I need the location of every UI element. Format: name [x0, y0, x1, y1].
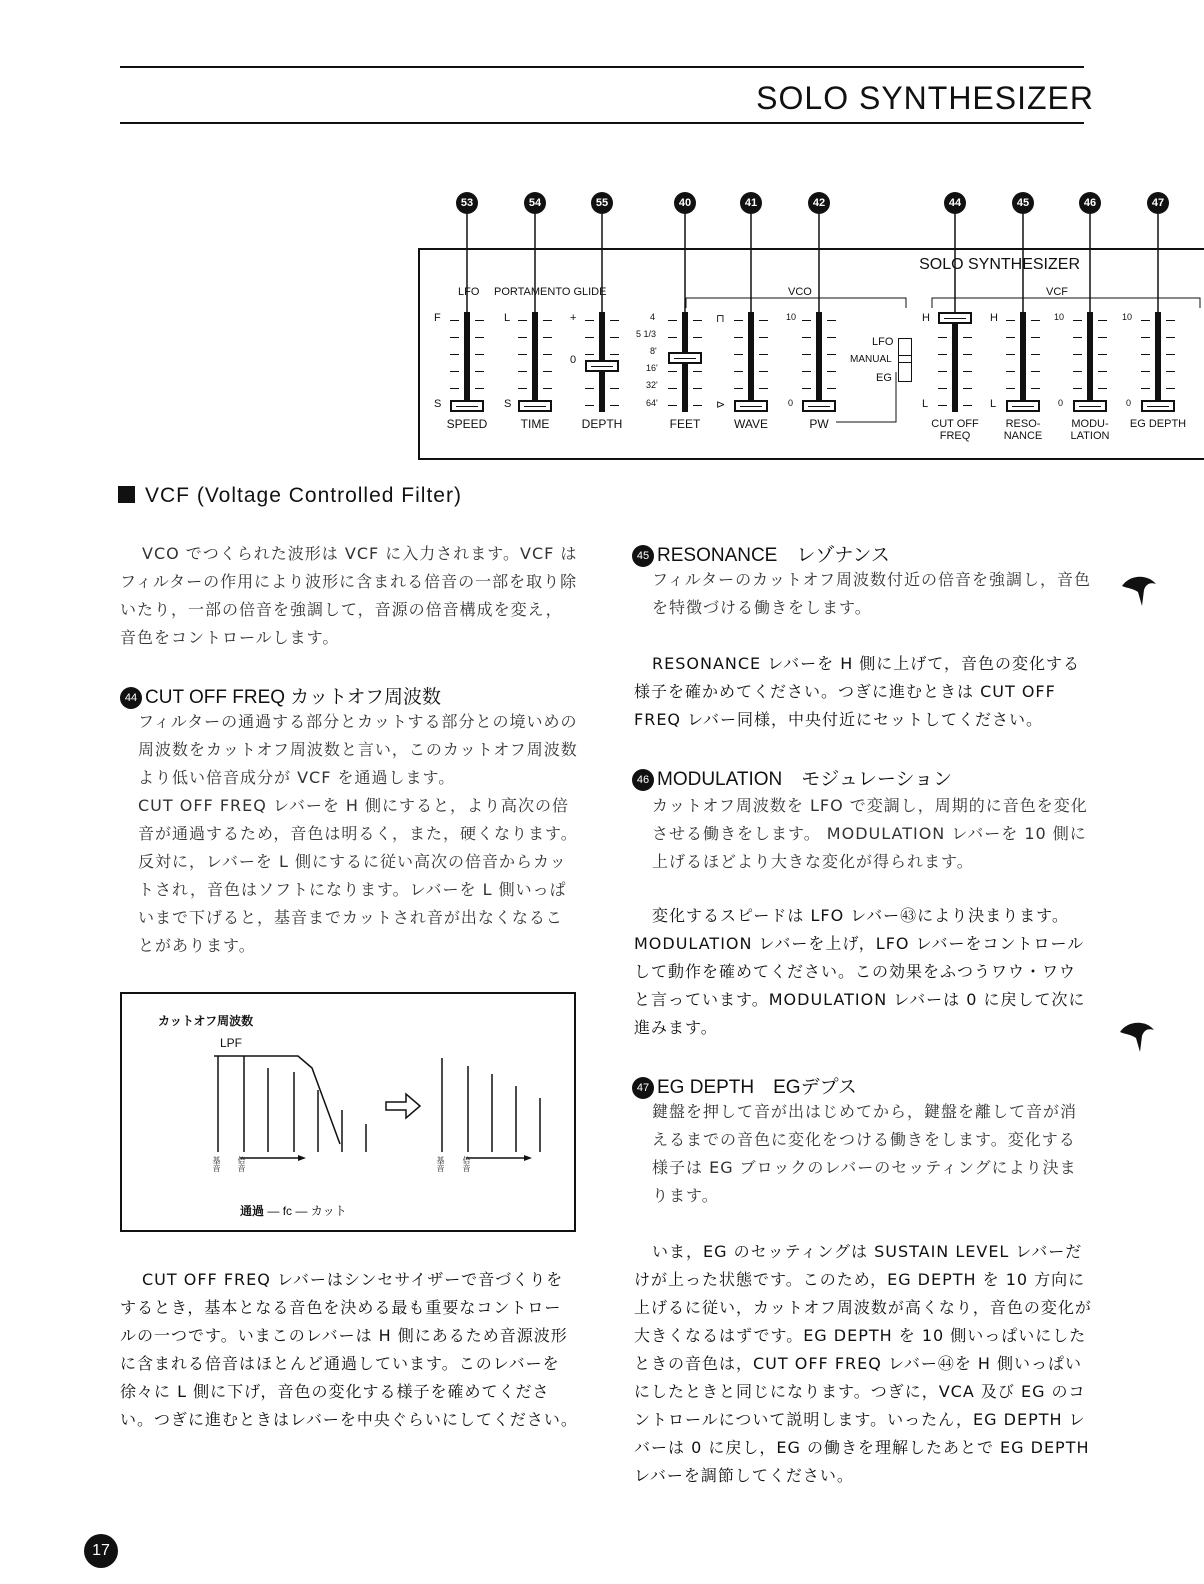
pw-0-label: 0 [788, 398, 794, 408]
slider-tick [734, 354, 743, 355]
slider-tick [1031, 354, 1040, 355]
slider-tick [759, 320, 768, 321]
slider-tick [1073, 320, 1082, 321]
cutoff-paragraph-1: フィルターの通過する部分とカットする部分との境いめの周波数をカットオフ周波数と言い，このカットオフ周波数より低い倍音成分が VCF を通過します。 [138, 712, 578, 787]
marker-44: 44 [944, 192, 966, 214]
slider-knob[interactable] [938, 312, 972, 324]
harmonic-label-2: 倍音 [462, 1156, 471, 1172]
feet-32-label: 32' [646, 380, 658, 390]
section-heading [118, 484, 462, 508]
vco-group-label: VCO [788, 286, 812, 298]
slider-tick [668, 337, 677, 338]
slider-tick [759, 388, 768, 389]
marker-47: 47 [1147, 192, 1169, 214]
resonance-label: RESO- NANCE [1003, 418, 1043, 442]
slider-tick [450, 337, 459, 338]
resonance-l-label: L [990, 398, 997, 410]
slider-tick [518, 388, 527, 389]
slider-tick [734, 320, 743, 321]
slider-tick [1031, 371, 1040, 372]
slider-tick [543, 371, 552, 372]
slider-tick [827, 320, 836, 321]
eg-depth-label: EG DEPTH [1129, 418, 1187, 430]
cutoff-bottom-paragraph: CUT OFF FREQ レバーはシンセサイザーで音づくりをするとき，基本となる音色を決める最も重要なコントロールの一つです。いまこのレバーは H 側にあるため音源波形に含まれる倍音はほとんど通過しています。このレバーを徐々に L 側に下げ，音色の変化する様子を確めてください。つぎに進むときはレバーを中央ぐらいにしてください。 [120, 1270, 578, 1429]
cutoff-freq-label: CUT OFF FREQ [931, 418, 979, 442]
marker-45: 45 [1012, 192, 1034, 214]
slider-tick [1166, 388, 1175, 389]
lpf-curve [214, 1056, 340, 1144]
caption-pass: 通過 [240, 1204, 265, 1218]
egdepth-paragraph-1: 鍵盤を押して音が出はじめてから，鍵盤を離して音が消えるまでの音色に変化をつける働きをします。変化する様子は EG ブロックのレバーのセッティングにより決まります。 [652, 1102, 1078, 1205]
slider-tick [802, 371, 811, 372]
bird-mark-icon [1120, 572, 1160, 608]
slider-tick [759, 371, 768, 372]
slider-tick [1073, 354, 1082, 355]
slider-tick [802, 337, 811, 338]
lfo-group-label: LFO [458, 286, 480, 298]
slider-tick [693, 388, 702, 389]
marker-53: 53 [456, 192, 478, 214]
resonance-paragraph-1: フィルターのカットオフ周波数付近の倍音を強調し，音色を特徴づける働きをします。 [652, 570, 1091, 617]
resonance-slider[interactable] [1003, 312, 1043, 412]
switch-lfo-label: LFO [872, 336, 894, 348]
pw-slider[interactable] [799, 312, 839, 412]
wave-saw-label: ⊳ [716, 399, 726, 411]
caption-fc: fc [282, 1204, 293, 1218]
slider-tick [585, 320, 594, 321]
wave-label: WAVE [733, 417, 768, 431]
slider-tick [543, 320, 552, 321]
slider-knob[interactable] [1141, 400, 1175, 412]
slider-tick [543, 388, 552, 389]
modulation-10-label: 10 [1054, 312, 1065, 322]
vcf-intro: VCO でつくられた波形は VCF に入力されます。VCF はフィルターの作用により波形に含まれる倍音の一部を取り除いたり，一部の倍音を強調して，音源の倍音構成を変え，音色をコントロールします。 [120, 544, 578, 647]
panel-title: SOLO SYNTHESIZER [919, 256, 1080, 273]
slider-tick [1006, 371, 1015, 372]
slider-tick [1006, 320, 1015, 321]
slider-tick [1006, 337, 1015, 338]
slider-tick [1141, 337, 1150, 338]
speed-slider[interactable] [447, 312, 487, 412]
slider-tick [450, 371, 459, 372]
title-underline [120, 122, 1084, 124]
slider-tick [1031, 337, 1040, 338]
time-slider[interactable] [515, 312, 555, 412]
modulation-paragraph-2: 変化するスピードは LFO レバー㊸により決まります。MODULATION レバーを上げ，LFO レバーをコントロールして動作を確めてください。この効果をふつうワウ・ワウと言っています。MODULATION レバーは 0 に戻して次に進みます。 [634, 906, 1086, 1037]
cutoff-heading [120, 682, 441, 709]
slider-tick [963, 405, 972, 406]
resonance-h-label: H [990, 312, 998, 324]
slider-tick [518, 320, 527, 321]
slider-tick [585, 337, 594, 338]
slider-tick [610, 388, 619, 389]
marker-55: 55 [591, 192, 613, 214]
slider-tick [450, 320, 459, 321]
depth-plus-label: + [570, 312, 577, 324]
slider-track [1020, 312, 1026, 412]
top-rule [120, 66, 1084, 68]
caption-cut: カット [310, 1204, 347, 1218]
slider-tick [610, 354, 619, 355]
slider-tick [1141, 320, 1150, 321]
slider-tick [1006, 388, 1015, 389]
slider-track [1155, 312, 1161, 412]
slider-tick [668, 405, 677, 406]
feet-slider[interactable] [665, 312, 705, 412]
switch-eg-label: EG [876, 372, 892, 384]
slider-tick [475, 388, 484, 389]
slider-tick [1098, 320, 1107, 321]
slider-tick [610, 320, 619, 321]
slider-tick [1031, 388, 1040, 389]
slider-tick [938, 337, 947, 338]
slider-tick [802, 354, 811, 355]
speed-label: SPEED [446, 417, 488, 431]
harmonic-label-1: 倍音 [237, 1156, 246, 1172]
slider-tick [1166, 371, 1175, 372]
slider-tick [585, 354, 594, 355]
wave-square-label: ⊓ [716, 313, 725, 325]
arrow-right-small-icon: ― [295, 1204, 308, 1218]
fundamental-label-1: 基音 [212, 1156, 221, 1172]
slider-tick [963, 337, 972, 338]
egdepth-paragraph-2: いま，EG のセッティングは SUSTAIN LEVEL レバーだけが上った状態です。このため，EG DEPTH を 10 方向に上げるに従い，カットオフ周波数が高くなり，音色の変化が大きくなるはずです。EG DEPTH を 10 側いっぱいにしたときの音色は，CUT OFF FREQ レバー㊹を H 側いっぱいにしたときと同じになります。つぎに，VCA 及び EG のコントロールについて説明します。いったん，EG DEPTH レバーは 0 に戻し，EG の働きを理解したあとで EG DEPTH レバーを調節してください。 [634, 1242, 1092, 1485]
slider-tick [518, 354, 527, 355]
modulation-slider[interactable] [1070, 312, 1110, 412]
speed-s-label: S [434, 398, 442, 410]
slider-tick [827, 337, 836, 338]
depth-zero-label: 0 [570, 354, 577, 366]
marker-54: 54 [524, 192, 546, 214]
feet-513-label: 5 1/3 [636, 329, 657, 339]
depth-label: DEPTH [581, 417, 623, 431]
depth-slider[interactable] [582, 312, 622, 412]
slider-tick [827, 388, 836, 389]
time-s-label: S [504, 398, 512, 410]
slider-knob[interactable] [450, 400, 484, 412]
feet-label: FEET [669, 417, 701, 431]
slider-tick [668, 371, 677, 372]
feet-8-label: 8' [650, 346, 657, 356]
slider-tick [1098, 371, 1107, 372]
modulation-paragraph-1: カットオフ周波数を LFO で変調し，周期的に音色を変化させる働きをします。 MODULATION レバーを 10 側に上げるほどより大きな変化が得られます。 [652, 796, 1088, 871]
slider-tick [693, 337, 702, 338]
feet-4-label: 4 [650, 312, 656, 322]
page-number: 17 [84, 1534, 118, 1568]
bird-mark-icon-2 [1118, 1018, 1158, 1054]
slider-knob[interactable] [585, 360, 619, 372]
arrow-right-icon [386, 1094, 420, 1118]
slider-tick [585, 388, 594, 389]
slider-tick [1031, 320, 1040, 321]
modulation-heading-text: MODULATION モジュレーション [657, 769, 953, 790]
marker-42: 42 [808, 192, 830, 214]
slider-tick [802, 388, 811, 389]
pw-10-label: 10 [786, 312, 797, 322]
slider-tick [693, 320, 702, 321]
slider-tick [450, 354, 459, 355]
egdepth-0-label: 0 [1126, 398, 1132, 408]
resonance-num-icon: 45 [632, 545, 654, 567]
slider-tick [938, 388, 947, 389]
control-panel [418, 248, 1204, 460]
mode-switch-knob [898, 355, 912, 363]
slider-tick [827, 371, 836, 372]
slider-tick [475, 354, 484, 355]
slider-tick [693, 371, 702, 372]
cutoff-freq-slider[interactable] [935, 312, 975, 412]
slider-tick [734, 337, 743, 338]
slider-tick [668, 320, 677, 321]
egdepth-heading-text: EG DEPTH EGデプス [657, 1077, 857, 1098]
slider-tick [668, 388, 677, 389]
cutoff-l-label: L [922, 398, 929, 410]
slider-tick [543, 337, 552, 338]
slider-tick [543, 354, 552, 355]
slider-tick [1073, 388, 1082, 389]
slider-tick [734, 388, 743, 389]
resonance-paragraph-2: RESONANCE レバーを H 側に上げて，音色の変化する様子を確かめてください。つぎに進むときは CUT OFF FREQ レバー同様，中央付近にセットしてください。 [634, 654, 1080, 729]
slider-tick [759, 337, 768, 338]
slider-tick [693, 405, 702, 406]
slider-tick [938, 371, 947, 372]
slider-tick [450, 388, 459, 389]
time-label: TIME [520, 417, 550, 431]
slider-track [816, 312, 822, 412]
slider-tick [802, 320, 811, 321]
slider-tick [518, 337, 527, 338]
slider-track [952, 312, 958, 412]
slider-tick [759, 354, 768, 355]
slider-tick [938, 405, 947, 406]
pw-label: PW [809, 417, 829, 431]
slider-tick [1141, 371, 1150, 372]
modulation-label: MODU- LATION [1070, 418, 1110, 442]
slider-tick [1006, 354, 1015, 355]
slider-knob[interactable] [1006, 400, 1040, 412]
slider-tick [1098, 354, 1107, 355]
modulation-0-label: 0 [1058, 398, 1064, 408]
mode-switch[interactable] [898, 338, 912, 382]
slider-tick [475, 371, 484, 372]
switch-manual-label: MANUAL [850, 354, 892, 365]
slider-tick [827, 354, 836, 355]
slider-tick [610, 337, 619, 338]
cutoff-h-label: H [922, 312, 930, 324]
slider-track [464, 312, 470, 412]
fundamental-label-2: 基音 [436, 1156, 445, 1172]
slider-tick [1098, 337, 1107, 338]
slider-tick [475, 337, 484, 338]
egdepth-10-label: 10 [1122, 312, 1133, 322]
cutoff-paragraph-2: CUT OFF FREQ レバーを H 側にすると，より高次の倍音が通過するため，音色は明るく，また，硬くなります。反対に，レバーを L 側にするに従い高次の倍音からカットされ，音色はソフトになります。レバーを L 側いっぱいまで下げると，基音までカットされ音が出なくなることがあります。 [138, 796, 578, 955]
slider-tick [1141, 354, 1150, 355]
feet-16-label: 16' [646, 363, 658, 373]
slider-tick [1073, 337, 1082, 338]
time-l-label: L [504, 312, 511, 324]
portamento-group-label: PORTAMENTO GLIDE [494, 286, 607, 298]
filter-diagram [122, 994, 574, 1230]
slider-tick [963, 371, 972, 372]
slider-knob[interactable] [668, 352, 702, 364]
slider-knob[interactable] [518, 400, 552, 412]
slider-tick [963, 354, 972, 355]
speed-f-label: F [434, 312, 441, 324]
slider-tick [734, 371, 743, 372]
arrow-left-icon: ― [267, 1204, 280, 1218]
slider-track [748, 312, 754, 412]
figure-title: カットオフ周波数 [158, 1014, 254, 1028]
marker-46: 46 [1079, 192, 1101, 214]
slider-tick [610, 405, 619, 406]
feet-64-label: 64' [646, 398, 658, 408]
slider-tick [1166, 354, 1175, 355]
marker-41: 41 [740, 192, 762, 214]
slider-tick [475, 320, 484, 321]
cutoff-num-icon: 44 [120, 687, 142, 709]
slider-track [1087, 312, 1093, 412]
slider-knob[interactable] [802, 400, 836, 412]
cutoff-figure [120, 992, 576, 1232]
section-title: VCF (Voltage Controlled Filter) [145, 484, 462, 507]
vcf-group-label: VCF [1046, 286, 1068, 298]
modulation-num-icon: 46 [632, 769, 654, 791]
slider-tick [1073, 371, 1082, 372]
egdepth-num-icon: 47 [632, 1077, 654, 1099]
egdepth-heading [632, 1072, 857, 1099]
figure-caption [240, 1202, 347, 1219]
slider-tick [518, 371, 527, 372]
slider-tick [1098, 388, 1107, 389]
cutoff-heading-text: CUT OFF FREQ カットオフ周波数 [145, 687, 441, 708]
slider-knob[interactable] [734, 400, 768, 412]
page-title: SOLO SYNTHESIZER [756, 80, 1094, 116]
slider-tick [1141, 388, 1150, 389]
modulation-heading [632, 764, 952, 791]
slider-tick [938, 354, 947, 355]
wave-slider[interactable] [731, 312, 771, 412]
figure-lpf-label: LPF [220, 1036, 243, 1050]
square-bullet-icon [118, 486, 135, 503]
slider-tick [1166, 320, 1175, 321]
marker-40: 40 [674, 192, 696, 214]
resonance-heading [632, 540, 890, 567]
slider-tick [585, 405, 594, 406]
slider-tick [1166, 337, 1175, 338]
slider-track [532, 312, 538, 412]
eg-depth-slider[interactable] [1138, 312, 1178, 412]
slider-knob[interactable] [1073, 400, 1107, 412]
resonance-heading-text: RESONANCE レゾナンス [657, 545, 890, 566]
slider-tick [963, 388, 972, 389]
